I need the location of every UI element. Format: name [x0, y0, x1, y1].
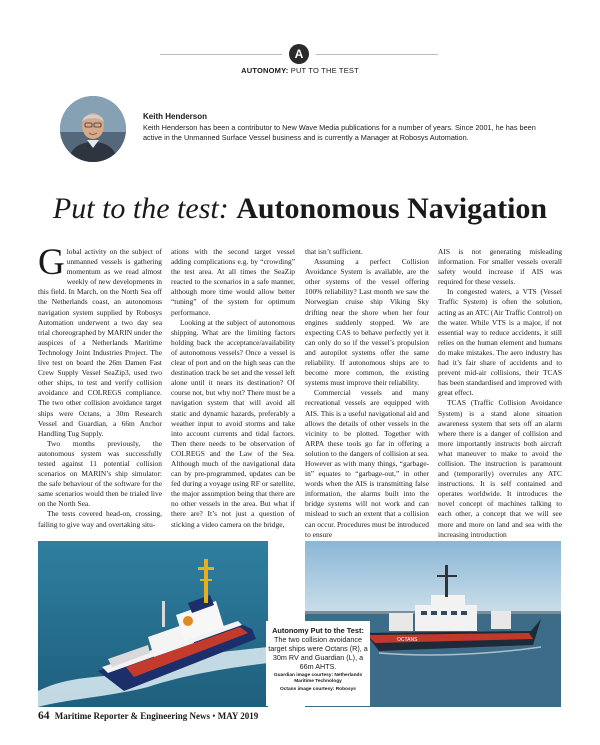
article-paragraph: AIS is not generating misleading information. For smaller vessels overall safety would increase if AIS was required for these vessels.: [438, 247, 562, 287]
article-paragraph: In congested waters, a VTS (Vessel Traffic System) is often the solution, acting as an ATC (Air Traffic Control) on the water. While VTS is a major, if not essential way to reduce accidents, it still relies on the human element and humans do make mistakes. The aero industry has had it’s fair share of accidents and to prevent mid-air collisions, their TCAS has been standardised and improved with great effect.: [438, 287, 562, 398]
drop-cap: G: [38, 242, 65, 283]
article-paragraph: ations with the second target vessel adding complications e.g. by “crowding” the test area. At all times the SeaZip reacted to the scenarios in a safe manner, although more time would allow better “tuning” of the system for optimum performance.: [171, 247, 295, 317]
header-rule-right: [316, 54, 438, 55]
article-paragraph: TCAS (Traffic Collision Avoidance System) is a stand alone situation awareness system that sets off an alarm where there is a danger of collision and more importantly instructs both aircraft what maneuver to make to avoid the collision. The instruction is paramount and (temporarily) overrules any ATC instructions. It is self contained and operates worldwide. It introduces the novel concept of machines talking to each other, a concept that we will see more and more on land and sea with the increasing introduction: [438, 398, 562, 539]
article-column-2: [171, 247, 295, 530]
headline: [0, 192, 600, 226]
caption-credit-guardian: Guardian image courtesy: Netherlands Maritime Technology: [273, 673, 363, 684]
caption-body: The two collision avoidance target ships were Octans (R), a 30m RV and Guardian (L), a 66m AHTS.: [268, 635, 368, 671]
page-footer: [38, 710, 258, 722]
author-photo: [60, 96, 126, 162]
article-column-1: [38, 242, 162, 530]
section-label: [0, 66, 600, 75]
article-paragraph: Global activity on the subject of unmanned vessels is gathering momentum as we read almost weekly of new developments in this field. In March, on the North Sea off the Netherlands coast, an autonomous navigation system supplied by Robosys Automation underwent a two day sea trial choreographed by MARIN under the auspices of a Netherlands Maritime Technology Joint Industries Project. The live test on board the 26m Damen Fast Crew Supply Vessel SeaZip3, used two other ships, to test and verify collision avoidance and COLREGS compliance. The two other collision avoidance target ships were Octans, a 30m Research Vessel and Guardian, a 66m Anchor Handling Tug Supply.: [38, 242, 162, 438]
footer-separator: •: [210, 711, 218, 721]
article-paragraph: Two months previously, the autonomous system was successfully tested against 11 potential collision scenarios on MARIN’s ship simulator: the safe behaviour of the software for the same scenarios would then be trialed live on the North Sea.: [38, 438, 162, 509]
section-badge: A: [289, 44, 309, 64]
article-paragraph: Assuming a perfect Collision Avoidance System is available, are the other systems of the vessel offering 100% reliability? Last month we saw the Norwegian cruise ship Viking Sky drifting near the shore when her four engines suddenly stopped. We are expecting CAS to behave perfectly yet it can only do so if the vessel’s propulsion and autopilot systems offer the same reliability. If autonomous ships are to become more common, the existing systems must improve their reliability.: [305, 257, 429, 388]
caption-credit-octans: Octans image courtesy: Robosys: [280, 687, 356, 692]
article-paragraph: The tests covered head-on, crossing, failing to give way and overtaking situ-: [38, 509, 162, 529]
article-paragraph: Looking at the subject of autonomous shipping. What are the limiting factors holding back the acceptance/availability of autonomous vessels? Once a vessel is clear of port and on the high seas can the destination track be set and the vessel left alone until it nears its destination? Of course not, but why not? There must be a navigation system that will avoid all static and dynamic hazards, preferably a weather input to avoid storms and take into account currents and tidal factors. Then there needs to be observation of COLREGS and the Law of the Sea. Although much of the navigational data can by pre-programmed, updates can be fed during a voyage using RF or satellite, the major assumption being that there are no other vessels in the area. But what if there are? It’s not just a question of sticking a video camera on the bridge,: [171, 317, 295, 529]
author-bio: Keith Henderson has been a contributor to New Wave Media publications for a number of years. Since 2001, he has been active in the Unmanned Surface Vessel business and is currently a Manager at Robosys Automation.: [143, 123, 536, 142]
author-name: Keith Henderson: [143, 112, 208, 121]
article-paragraph: that isn’t sufficient.: [305, 247, 363, 256]
issue-date: MAY 2019: [217, 711, 259, 721]
ship-name-label: OCTANS: [397, 637, 418, 643]
article-column-3: [305, 247, 429, 540]
article-column-4: [438, 247, 562, 540]
section-label-bold: AUTONOMY:: [241, 66, 289, 75]
publication-name: Maritime Reporter & Engineering News: [54, 711, 211, 721]
headline-kicker: Put to the test:: [52, 192, 229, 225]
photo-guardian-ship: [38, 541, 268, 707]
article-paragraph: Commercial vessels and many recreational vessels are equipped with AIS. This is a useful navigational aid and allows the details of other vessels in the vicinity to be plotted. Together with ARPA these tools go far in offering a solution to the dangers of collision at sea. However as with many things, “garbage-in” equates to “garbage-out,” in other words when the AIS is transmitting false information, the alarms built into the bridge systems will not work and can mislead to such an extent that a collision can occur. Procedures must be introduced to ensure: [305, 388, 429, 539]
headline-main: Autonomous Navigation: [236, 192, 548, 225]
caption-title: Autonomy Put to the Test:: [272, 626, 364, 635]
page-number: 64: [38, 710, 50, 722]
header-rule-left: [160, 54, 282, 55]
section-label-rest: PUT TO THE TEST: [288, 66, 359, 75]
photo-caption: [266, 621, 370, 706]
